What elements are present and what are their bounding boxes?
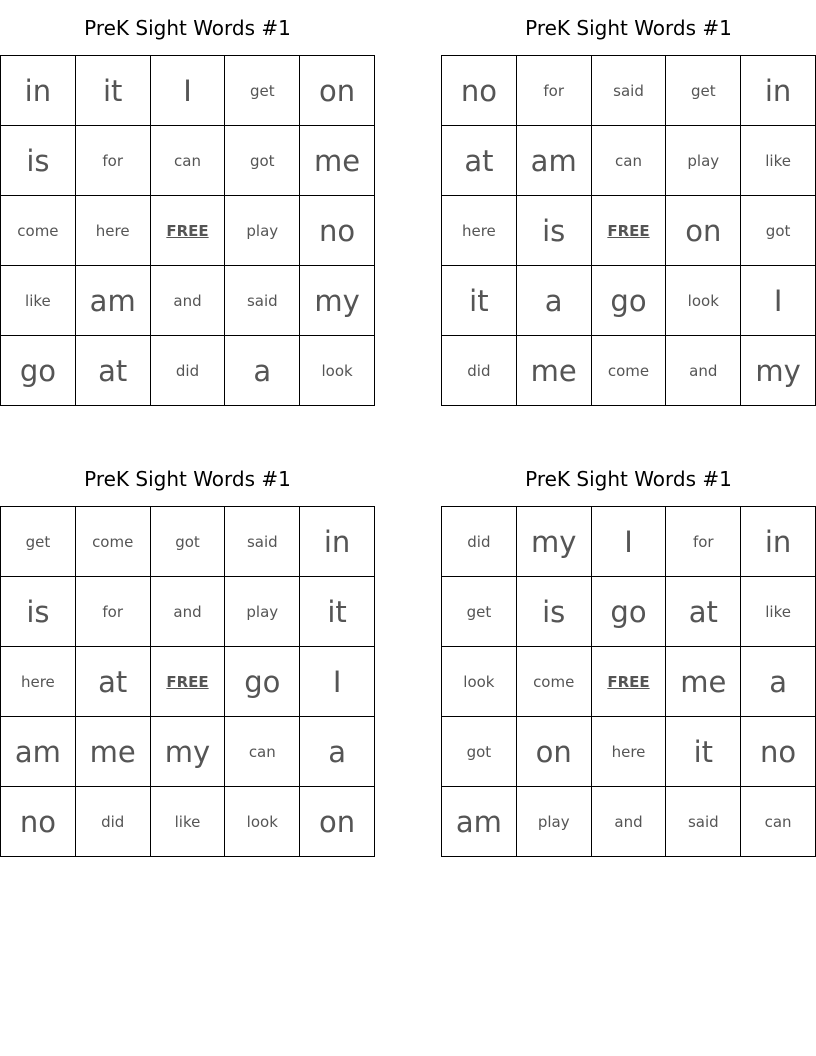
bingo-cell: my (151, 717, 226, 787)
bingo-cell: and (151, 266, 226, 336)
bingo-cell: at (76, 336, 151, 406)
bingo-cell: at (76, 647, 151, 717)
bingo-cell: like (1, 266, 76, 336)
bingo-cell: and (151, 577, 226, 647)
bingo-cell: did (151, 336, 226, 406)
bingo-cell: am (76, 266, 151, 336)
bingo-cell: here (76, 196, 151, 266)
bingo-cell: on (666, 196, 741, 266)
bingo-cell: I (151, 56, 226, 126)
bingo-cell: for (76, 577, 151, 647)
bingo-cell: a (300, 717, 375, 787)
bingo-cell: go (1, 336, 76, 406)
bingo-cell: and (666, 336, 741, 406)
bingo-cell: am (1, 717, 76, 787)
bingo-cell: am (517, 126, 592, 196)
free-space: FREE (592, 647, 667, 717)
bingo-cell: me (76, 717, 151, 787)
bingo-cell: look (442, 647, 517, 717)
bingo-cell: play (517, 787, 592, 857)
bingo-cell: look (225, 787, 300, 857)
bingo-cell: in (741, 56, 816, 126)
free-space: FREE (151, 647, 226, 717)
bingo-cell: come (1, 196, 76, 266)
bingo-cell: I (300, 647, 375, 717)
bingo-cell: it (666, 717, 741, 787)
free-space: FREE (592, 196, 667, 266)
bingo-cell: it (442, 266, 517, 336)
bingo-cell: said (592, 56, 667, 126)
bingo-cell: like (741, 577, 816, 647)
card-title: PreK Sight Words #1 (525, 467, 732, 491)
bingo-cell: am (442, 787, 517, 857)
bingo-cell: go (592, 577, 667, 647)
bingo-cell: can (741, 787, 816, 857)
bingo-cell: get (666, 56, 741, 126)
bingo-cell: like (741, 126, 816, 196)
card-title: PreK Sight Words #1 (84, 16, 291, 40)
bingo-cell: for (517, 56, 592, 126)
bingo-cell: did (442, 507, 517, 577)
bingo-cell: in (1, 56, 76, 126)
bingo-cell: on (517, 717, 592, 787)
bingo-cell: is (1, 126, 76, 196)
card-title: PreK Sight Words #1 (525, 16, 732, 40)
bingo-cell: got (741, 196, 816, 266)
bingo-cell: here (1, 647, 76, 717)
bingo-cell: me (300, 126, 375, 196)
bingo-cell: get (225, 56, 300, 126)
bingo-cell: here (592, 717, 667, 787)
bingo-cell: go (225, 647, 300, 717)
bingo-cell: no (1, 787, 76, 857)
free-space: FREE (151, 196, 226, 266)
bingo-cell: play (666, 126, 741, 196)
bingo-cell: no (741, 717, 816, 787)
bingo-cell: get (1, 507, 76, 577)
bingo-cell: got (442, 717, 517, 787)
bingo-cell: at (442, 126, 517, 196)
bingo-cell: on (300, 56, 375, 126)
bingo-cell: in (741, 507, 816, 577)
bingo-cell: me (517, 336, 592, 406)
bingo-cell: a (225, 336, 300, 406)
bingo-grid (441, 55, 816, 406)
bingo-grid (0, 506, 375, 857)
bingo-cell: come (76, 507, 151, 577)
bingo-cell: my (517, 507, 592, 577)
bingo-cell: no (300, 196, 375, 266)
bingo-cell: play (225, 196, 300, 266)
bingo-cell: can (592, 126, 667, 196)
bingo-cell: for (666, 507, 741, 577)
bingo-cell: got (225, 126, 300, 196)
bingo-cell: is (1, 577, 76, 647)
bingo-cell: my (741, 336, 816, 406)
bingo-cell: at (666, 577, 741, 647)
bingo-cell: look (666, 266, 741, 336)
bingo-cell: no (442, 56, 517, 126)
bingo-cell: a (741, 647, 816, 717)
bingo-cell: go (592, 266, 667, 336)
bingo-grid (0, 55, 375, 406)
bingo-cell: look (300, 336, 375, 406)
card-title: PreK Sight Words #1 (84, 467, 291, 491)
bingo-cell: in (300, 507, 375, 577)
bingo-cell: said (666, 787, 741, 857)
bingo-cell: did (442, 336, 517, 406)
bingo-cell: play (225, 577, 300, 647)
bingo-cell: on (300, 787, 375, 857)
bingo-cell: I (592, 507, 667, 577)
bingo-cell: like (151, 787, 226, 857)
bingo-cell: come (592, 336, 667, 406)
bingo-cell: me (666, 647, 741, 717)
bingo-cell: here (442, 196, 517, 266)
bingo-cell: is (517, 196, 592, 266)
bingo-cell: did (76, 787, 151, 857)
bingo-cell: it (76, 56, 151, 126)
bingo-cell: can (151, 126, 226, 196)
bingo-cell: it (300, 577, 375, 647)
bingo-cell: said (225, 507, 300, 577)
bingo-cell: for (76, 126, 151, 196)
bingo-cell: get (442, 577, 517, 647)
bingo-cell: is (517, 577, 592, 647)
bingo-cell: my (300, 266, 375, 336)
bingo-cell: come (517, 647, 592, 717)
bingo-cell: I (741, 266, 816, 336)
bingo-cell: said (225, 266, 300, 336)
bingo-grid (441, 506, 816, 857)
bingo-cell: a (517, 266, 592, 336)
bingo-cell: got (151, 507, 226, 577)
bingo-cell: and (592, 787, 667, 857)
bingo-cell: can (225, 717, 300, 787)
